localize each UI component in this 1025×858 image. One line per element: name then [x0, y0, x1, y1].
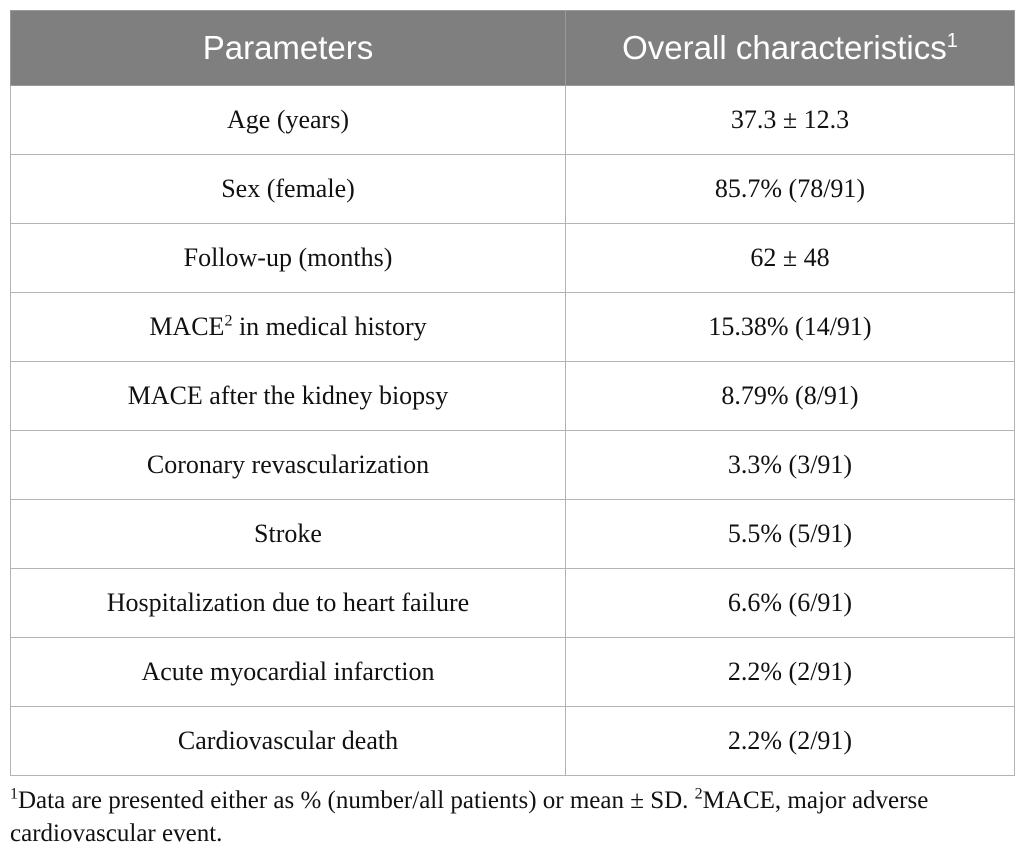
table-row — [11, 431, 1015, 500]
value-cell: 6.6% (6/91) — [566, 569, 1015, 638]
value-cell: 2.2% (2/91) — [566, 707, 1015, 776]
parameter-cell: Sex (female) — [11, 155, 566, 224]
parameter-cell: Stroke — [11, 500, 566, 569]
parameter-cell: Hospitalization due to heart failure — [11, 569, 566, 638]
table-row — [11, 362, 1015, 431]
characteristics-table-container — [10, 10, 1014, 776]
parameter-cell: Follow-up (months) — [11, 224, 566, 293]
table-row — [11, 569, 1015, 638]
footnote-mark-1: 1 — [10, 785, 18, 803]
parameter-cell: Age (years) — [11, 86, 566, 155]
parameter-text-rest: in medical history — [232, 312, 427, 341]
table-footnote — [10, 784, 1015, 850]
parameter-cell: Cardiovascular death — [11, 707, 566, 776]
characteristics-table — [10, 10, 1015, 776]
footnote-mark-2: 2 — [694, 785, 703, 803]
parameter-text-mace: MACE — [149, 312, 225, 341]
table-row — [11, 155, 1015, 224]
value-cell: 8.79% (8/91) — [566, 362, 1015, 431]
value-cell: 2.2% (2/91) — [566, 638, 1015, 707]
value-cell: 85.7% (78/91) — [566, 155, 1015, 224]
table-row — [11, 707, 1015, 776]
table-row — [11, 638, 1015, 707]
table-row — [11, 224, 1015, 293]
footnote-text-2: MACE, major adverse cardiovascular event. — [10, 787, 929, 847]
parameter-cell: Coronary revascularization — [11, 431, 566, 500]
value-cell: 62 ± 48 — [566, 224, 1015, 293]
table-header-row — [11, 11, 1015, 86]
parameter-cell: Acute myocardial infarction — [11, 638, 566, 707]
parameter-footnote-mark: 2 — [224, 312, 233, 330]
value-cell: 5.5% (5/91) — [566, 500, 1015, 569]
table-row — [11, 500, 1015, 569]
table-row — [11, 293, 1015, 362]
header-overall-characteristics — [566, 11, 1015, 86]
footnote-text-1: Data are presented either as % (number/all patients) or mean ± SD. — [18, 787, 695, 814]
parameter-cell: MACE after the kidney biopsy — [11, 362, 566, 431]
header-footnote-mark: 1 — [946, 30, 958, 52]
header-overall-label: Overall characteristics — [622, 29, 947, 66]
value-cell: 15.38% (14/91) — [566, 293, 1015, 362]
value-cell: 3.3% (3/91) — [566, 431, 1015, 500]
header-parameters-label: Parameters — [202, 29, 374, 66]
header-parameters — [11, 11, 566, 86]
table-row — [11, 86, 1015, 155]
value-cell: 37.3 ± 12.3 — [566, 86, 1015, 155]
parameter-cell — [11, 293, 566, 362]
